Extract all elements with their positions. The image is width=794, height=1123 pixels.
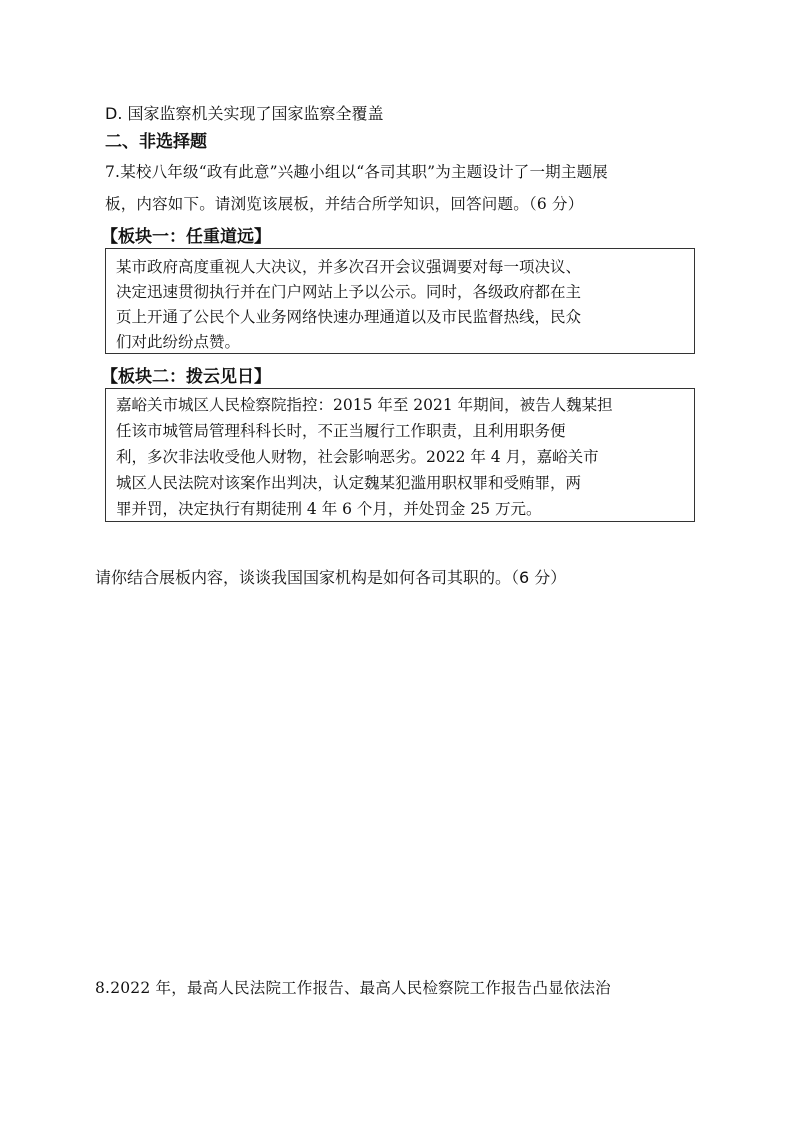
panel-1-box — [105, 248, 695, 354]
panel-1-line: 页上开通了公民个人业务网络快速办理通道以及市民监督热线，民众 — [116, 308, 582, 326]
panel-1-line: 某市政府高度重视人大决议，并多次召开会议强调要对每一项决议、 — [116, 258, 582, 276]
q7-prompt: 请你结合展板内容，谈谈我国国家机构是如何各司其职的。（6 分） — [95, 568, 567, 587]
panel-1-title: 【板块一：任重道远】 — [101, 227, 271, 247]
panel-1-line: 决定迅速贯彻执行并在门户网站上予以公示。同时，各级政府都在主 — [116, 283, 582, 301]
panel-2-line: 城区人民法院对该案作出判决，认定魏某犯滥用职权罪和受贿罪，两 — [116, 474, 582, 492]
panel-2-line: 罪并罚，决定执行有期徒刑 4 年 6 个月，并处罚金 25 万元。 — [116, 500, 542, 518]
panel-2-title: 【板块二：拨云见日】 — [101, 367, 271, 387]
option-d: D. 国家监察机关实现了国家监察全覆盖 — [105, 104, 384, 123]
q7-line-1: 7.某校八年级“政有此意”兴趣小组以“各司其职”为主题设计了一期主题展 — [105, 163, 608, 181]
q7-line-2: 板，内容如下。请浏览该展板，并结合所学知识，回答问题。（6 分） — [105, 195, 584, 213]
panel-1-line: 们对此纷纷点赞。 — [116, 333, 241, 351]
panel-2-line: 嘉峪关市城区人民检察院指控：2015 年至 2021 年期间，被告人魏某担 — [116, 396, 613, 414]
panel-2-box — [105, 388, 695, 522]
panel-2-line: 任该市城管局管理科科长时，不正当履行工作职责，且利用职务便 — [116, 422, 566, 440]
q8-line-1: 8.2022 年，最高人民法院工作报告、最高人民检察院工作报告凸显依法治 — [95, 979, 611, 997]
panel-2-line: 利，多次非法收受他人财物，社会影响恶劣。2022 年 4 月，嘉峪关市 — [116, 448, 599, 466]
section-title: 二、非选择题 — [105, 132, 207, 152]
